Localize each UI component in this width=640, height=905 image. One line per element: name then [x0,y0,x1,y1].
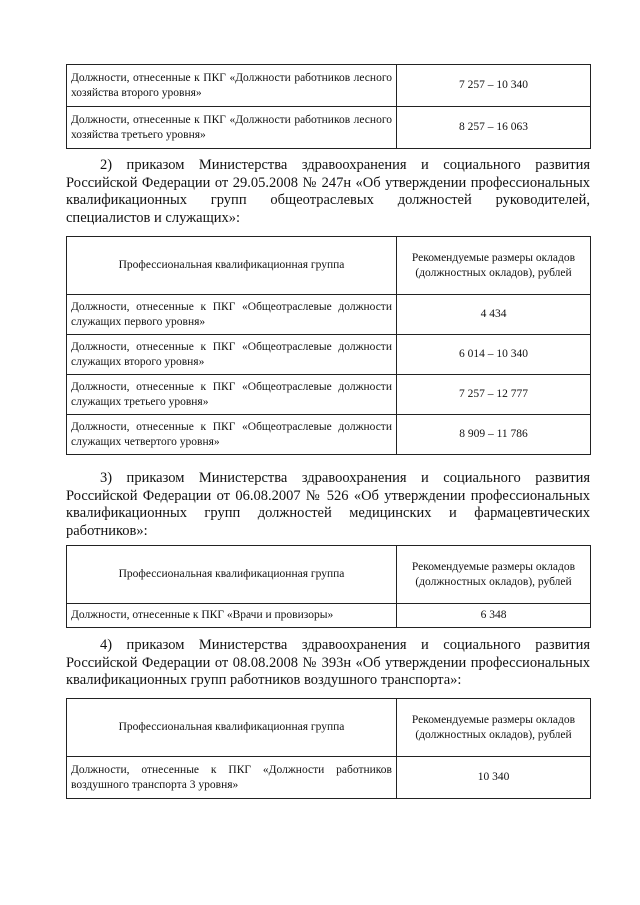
table-header-row [67,546,591,604]
salary-cell: 4 434 [397,295,591,335]
paragraph-order-526: 3) приказом Министерства здравоохранения и социального развития Российской Федерации от 06.08.2007 № 526 «Об утверждении профессиональных квалификационных групп должностей медицинских и фармацевтических работников»: [66,470,590,539]
medical-salary-table [66,545,591,628]
table-row [67,65,591,107]
group-cell: Должности, отнесенные к ПКГ «Общеотраслевые должности служащих третьего уровня» [67,375,397,415]
header-salary-cell: Рекомендуемые размеры окладов (должностных окладов), рублей [397,237,591,295]
table-row [67,375,591,415]
table-row [67,757,591,799]
table-row [67,415,591,455]
salary-cell: 7 257 – 12 777 [397,375,591,415]
air-transport-salary-table [66,698,591,799]
table-row [67,335,591,375]
table-row [67,295,591,335]
salary-cell: 6 348 [397,604,591,628]
header-group-cell: Профессиональная квалификационная группа [67,237,397,295]
header-salary-cell: Рекомендуемые размеры окладов (должностных окладов), рублей [397,546,591,604]
general-positions-salary-table [66,236,591,455]
header-group-cell: Профессиональная квалификационная группа [67,699,397,757]
table-row [67,107,591,149]
paragraph-order-247n: 2) приказом Министерства здравоохранения и социального развития Российской Федерации от 29.05.2008 № 247н «Об утверждении профессиональных квалификационных групп общеотраслевых должностей руководителей, специалистов и служащих»: [66,157,590,226]
header-group-cell: Профессиональная квалификационная группа [67,546,397,604]
group-cell: Должности, отнесенные к ПКГ «Должности работников лесного хозяйства второго уровня» [67,65,397,107]
salary-cell: 7 257 – 10 340 [397,65,591,107]
forestry-salary-table [66,64,591,149]
table-header-row [67,237,591,295]
group-cell: Должности, отнесенные к ПКГ «Должности работников лесного хозяйства третьего уровня» [67,107,397,149]
salary-cell: 8 257 – 16 063 [397,107,591,149]
group-cell: Должности, отнесенные к ПКГ «Общеотраслевые должности служащих четвертого уровня» [67,415,397,455]
group-cell: Должности, отнесенные к ПКГ «Врачи и провизоры» [67,604,397,628]
salary-cell: 10 340 [397,757,591,799]
group-cell: Должности, отнесенные к ПКГ «Общеотраслевые должности служащих второго уровня» [67,335,397,375]
salary-cell: 6 014 – 10 340 [397,335,591,375]
group-cell: Должности, отнесенные к ПКГ «Должности работников воздушного транспорта 3 уровня» [67,757,397,799]
paragraph-order-393n: 4) приказом Министерства здравоохранения и социального развития Российской Федерации от 08.08.2008 № 393н «Об утверждении профессиональных квалификационных групп работников воздушного транспорта»: [66,637,590,688]
table-row [67,604,591,628]
group-cell: Должности, отнесенные к ПКГ «Общеотраслевые должности служащих первого уровня» [67,295,397,335]
table-header-row [67,699,591,757]
header-salary-cell: Рекомендуемые размеры окладов (должностных окладов), рублей [397,699,591,757]
salary-cell: 8 909 – 11 786 [397,415,591,455]
